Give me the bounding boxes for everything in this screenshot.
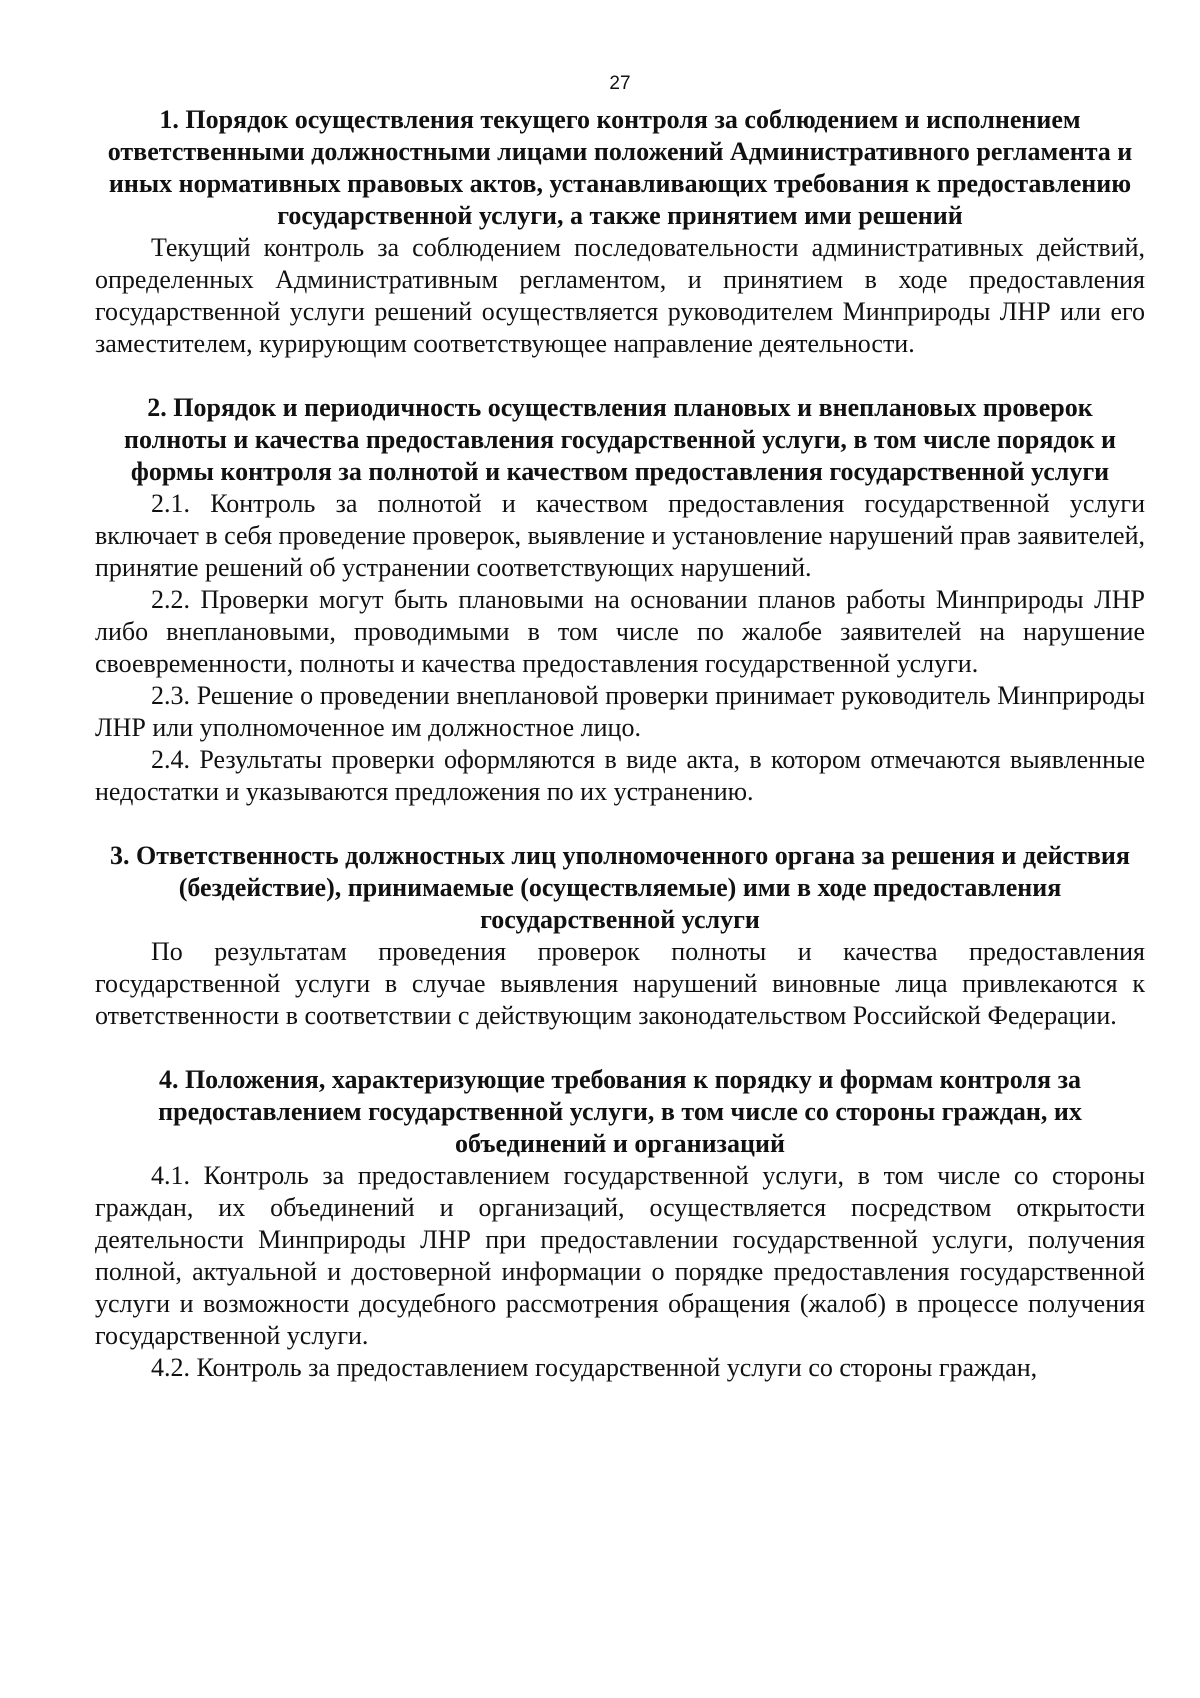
section-heading: 2. Порядок и периодичность осуществления плановых и внеплановых проверок полноты и качества предоставления государственной услуги, в том числе порядок и формы контроля за полнотой и качеством предоставления государственной услуги — [124, 393, 1116, 486]
paragraph: 2.3. Решение о проведении внеплановой проверки принимает руководитель Минприроды ЛНР или уполномоченное им должностное лицо. — [95, 681, 1145, 742]
paragraph: Текущий контроль за соблюдением последовательности административных действий, определенных Административным регламентом, и принятием в ходе предоставления государственной услуги решений осуществляется руководителем Минприроды ЛНР или его заместителем, курирующим соответствующее направление деятельности. — [95, 233, 1145, 358]
paragraph: По результатам проведения проверок полноты и качества предоставления государственной услуги в случае выявления нарушений виновные лица привлекаются к ответственности в соответствии с действующим законодательством Российской Федерации. — [95, 937, 1145, 1030]
section-spacer — [95, 808, 1145, 840]
section-heading: 3. Ответственность должностных лиц уполномоченного органа за решения и действия (бездействие), принимаемые (осуществляемые) ими в ходе предоставления государственной услуги — [110, 841, 1130, 934]
paragraph: 2.2. Проверки могут быть плановыми на основании планов работы Минприроды ЛНР либо внеплановыми, проводимыми в том числе по жалобе заявителей на нарушение своевременности, полноты и качества предоставления государственной услуги. — [95, 585, 1145, 678]
paragraph: 2.4. Результаты проверки оформляются в виде акта, в котором отмечаются выявленные недостатки и указываются предложения по их устранению. — [95, 745, 1145, 806]
paragraph: 2.1. Контроль за полнотой и качеством предоставления государственной услуги включает в себя проведение проверок, выявление и установление нарушений прав заявителей, принятие решений об устранении соответствующих нарушений. — [95, 489, 1145, 582]
section-spacer — [95, 360, 1145, 392]
section-heading: 1. Порядок осуществления текущего контроля за соблюдением и исполнением ответственными должностными лицами положений Административного регламента и иных нормативных правовых актов, устанавливающих требования к предоставлению государственной услуги, а также принятием ими решений — [107, 105, 1133, 230]
page-number: 27 — [609, 73, 631, 94]
section-spacer — [95, 1032, 1145, 1064]
paragraph: 4.2. Контроль за предоставлением государственной услуги со стороны граждан, — [151, 1353, 1038, 1382]
section-1 — [95, 104, 1145, 360]
section-2 — [95, 392, 1145, 808]
paragraph: 4.1. Контроль за предоставлением государственной услуги, в том числе со стороны граждан, их объединений и организаций, осуществляется посредством открытости деятельности Минприроды ЛНР при предоставлении государственной услуги, получения полной, актуальной и достоверной информации о порядке предоставления государственной услуги и возможности досудебного рассмотрения обращения (жалоб) в процессе получения государственной услуги. — [95, 1161, 1145, 1350]
section-4 — [95, 1064, 1145, 1384]
section-heading: 4. Положения, характеризующие требования к порядку и формам контроля за предоставлением государственной услуги, в том числе со стороны граждан, их объединений и организаций — [158, 1065, 1082, 1158]
document-page — [95, 72, 1145, 1384]
section-3 — [95, 840, 1145, 1032]
